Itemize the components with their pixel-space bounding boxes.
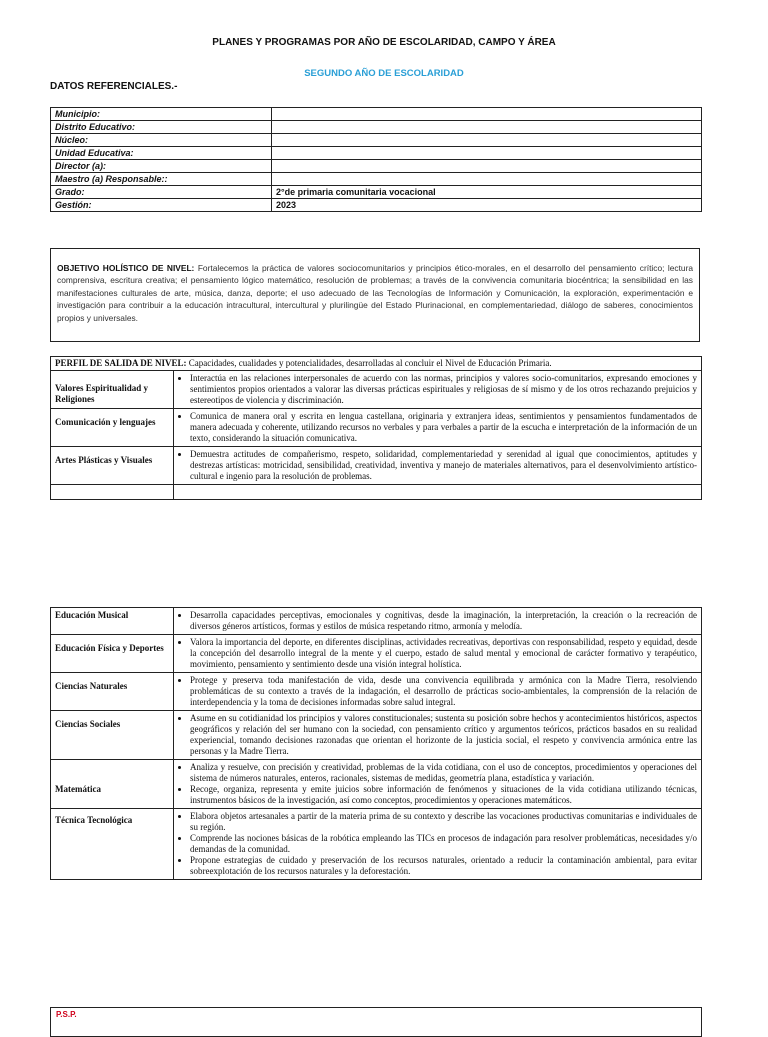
empty-cell <box>51 485 174 500</box>
area-description <box>174 760 702 809</box>
area-bullet-item: • Elabora objetos artesanales a partir de la materia prima de su contexto y describe las vocaciones productivas comunitarias e individuales de su región. <box>190 811 697 833</box>
area-name: Ciencias Sociales <box>51 711 174 760</box>
datos-value[interactable]: 2°de primaria comunitaria vocacional <box>272 186 702 199</box>
datos-label: Gestión: <box>51 199 272 212</box>
datos-row <box>51 134 702 147</box>
datos-label: Grado: <box>51 186 272 199</box>
section-heading-datos: DATOS REFERENCIALES.- <box>50 81 178 92</box>
area-name: Educación Musical <box>51 608 174 635</box>
datos-value[interactable] <box>272 147 702 160</box>
psp-label: P.S.P. <box>56 1010 77 1019</box>
datos-label: Municipio: <box>51 108 272 121</box>
area-row <box>51 409 702 447</box>
perfil-salida-table <box>50 356 702 500</box>
area-bullet-item: • Asume en su cotidianidad los principios y valores constitucionales; sustenta su posición sobre hechos y acontecimientos históricos, aspectos geográficos y relación del ser humano con la sociedad, con pensamiento crítico y argumentos teóricos, prácticos basados en su realidad experiencial, tomando decisiones razonadas que orientan el horizonte de la justicia social, el respeto y convivencia armónica entre las personas y la Madre Tierra. <box>190 713 697 757</box>
objetivo-label: OBJETIVO HOLÍSTICO DE NIVEL: <box>57 263 195 273</box>
area-description <box>174 371 702 409</box>
area-bullet-list <box>180 811 697 877</box>
area-description <box>174 608 702 635</box>
area-row <box>51 447 702 485</box>
empty-cell <box>174 485 702 500</box>
area-name: Comunicación y lenguajes <box>51 409 174 447</box>
datos-label: Unidad Educativa: <box>51 147 272 160</box>
area-description <box>174 809 702 880</box>
area-bullet-list <box>180 610 697 632</box>
datos-label: Maestro (a) Responsable:: <box>51 173 272 186</box>
document-subtitle: SEGUNDO AÑO DE ESCOLARIDAD <box>304 68 464 79</box>
area-row <box>51 673 702 711</box>
area-bullet-item: • Valora la importancia del deporte, en diferentes disciplinas, actividades recreativas, deportivas con responsabilidad, respeto y equidad, desde la concepción del desarrollo integral de la mente y el cuerpo, estado de salud mental y emocional de carácter formativo y terapéutico, movimiento, pensamiento y sentimiento desde una visión integral holística. <box>190 637 697 670</box>
area-bullet-item: • Demuestra actitudes de compañerismo, respeto, solidaridad, complementariedad y serenidad al igual que conocimientos, aptitudes y destrezas artísticas: motricidad, sensibilidad, creatividad, inventiva y manejo de materiales alternativos, para el desenvolvimiento artístico-cultural e ingenio para la resolución de problemas. <box>190 449 697 482</box>
area-row <box>51 608 702 635</box>
area-bullet-item: • Comunica de manera oral y escrita en lengua castellana, originaria y extranjera ideas, sentimientos y pensamientos fundamentados de manera adecuada y coherente, utilizando recursos no verbales y para verbales a partir de la escucha e interpretación de la información de un texto, considerando la situación comunicativa. <box>190 411 697 444</box>
datos-row <box>51 199 702 212</box>
perfil-text: Capacidades, cualidades y potencialidades, desarrolladas al concluir el Nivel de Educación Primaria. <box>188 358 552 368</box>
area-name: Ciencias Naturales <box>51 673 174 711</box>
area-name: Artes Plásticas y Visuales <box>51 447 174 485</box>
empty-row <box>51 485 702 500</box>
datos-label: Núcleo: <box>51 134 272 147</box>
area-bullet-list <box>180 373 697 406</box>
datos-row <box>51 147 702 160</box>
datos-row <box>51 186 702 199</box>
area-bullet-item: • Propone estrategias de cuidado y preservación de los recursos naturales, orientado a reducir la contaminación ambiental, para evitar sobreexplotación de los recursos naturales y la deforestación. <box>190 855 697 877</box>
datos-label: Distrito Educativo: <box>51 121 272 134</box>
perfil-header-row <box>51 357 702 371</box>
area-row <box>51 635 702 673</box>
psp-box <box>50 1007 702 1037</box>
area-bullet-item: • Interactúa en las relaciones interpersonales de acuerdo con las normas, principios y valores socio-comunitarios, expresando emociones y sentimientos propios orientados a valorar las diversas prácticas espirituales y religiosas de sí mismo y de los otros rechazando prejuicios y estereotipos de violencia y discriminación. <box>190 373 697 406</box>
area-description <box>174 409 702 447</box>
area-bullet-list <box>180 762 697 806</box>
area-bullet-list <box>180 713 697 757</box>
datos-value[interactable] <box>272 173 702 186</box>
area-name: Educación Física y Deportes <box>51 635 174 673</box>
objetivo-holistico-box <box>50 248 700 342</box>
datos-row <box>51 173 702 186</box>
area-description <box>174 447 702 485</box>
perfil-label: PERFIL DE SALIDA DE NIVEL: <box>55 358 187 368</box>
datos-value[interactable] <box>272 160 702 173</box>
area-name: Valores Espiritualidad y Religiones <box>51 371 174 409</box>
datos-value[interactable] <box>272 134 702 147</box>
perfil-areas-table-continued <box>50 607 702 880</box>
area-name: Matemática <box>51 760 174 809</box>
area-bullet-list <box>180 675 697 708</box>
area-row <box>51 371 702 409</box>
area-bullet-item: • Analiza y resuelve, con precisión y creatividad, problemas de la vida cotidiana, con el uso de conceptos, procedimientos y operaciones del sistema de números naturales, enteros, racionales, sistemas de medidas, geometría plana, estadística y variación. <box>190 762 697 784</box>
area-name: Técnica Tecnológica <box>51 809 174 880</box>
datos-row <box>51 160 702 173</box>
datos-label: Director (a): <box>51 160 272 173</box>
datos-referenciales-table <box>50 107 702 212</box>
area-row <box>51 760 702 809</box>
objetivo-text: Fortalecemos la práctica de valores sociocomunitarios y principios ético-morales, en el desarrollo del pensamiento crítico; lectura comprensiva, escritura creativa; el pensamiento lógico matemático, resolución de problemas; a través de la convivencia comunitaria biocéntrica; la sensibilidad en las manifestaciones culturales de arte, música, danza, deporte; el uso adecuado de las Tecnologías de Información y Comunicación, la exploración, experimentación e investigación para contribuir a la educación intracultural, intercultural y plurilingüe del Estado Plurinacional, en complementariedad, diálogo de saberes, conocimientos propios y universales. <box>57 263 694 323</box>
area-description <box>174 635 702 673</box>
datos-row <box>51 121 702 134</box>
area-bullet-list <box>180 411 697 444</box>
perfil-header-cell <box>51 357 702 371</box>
area-bullet-item: • Protege y preserva toda manifestación de vida, desde una convivencia equilibrada y armónica con la Madre Tierra, resolviendo problemáticas de su contexto a través de la indagación, el desarrollo de prácticas socio-ambientales, la comprensión de la relación de interdependencia y la toma de decisiones informadas sobre salud integral. <box>190 675 697 708</box>
area-bullet-item: • Recoge, organiza, representa y emite juicios sobre información de fenómenos y situaciones de la vida cotidiana utilizando técnicas, instrumentos básicos de la investigación, así como conceptos, procedimientos y operaciones matemáticos. <box>190 784 697 806</box>
area-bullet-list <box>180 449 697 482</box>
area-bullet-item: • Comprende las nociones básicas de la robótica empleando las TICs en procesos de indagación para resolver problemáticas, necesidades y/o demandas de la comunidad. <box>190 833 697 855</box>
datos-row <box>51 108 702 121</box>
area-description <box>174 711 702 760</box>
area-bullet-list <box>180 637 697 670</box>
area-description <box>174 673 702 711</box>
datos-value[interactable] <box>272 108 702 121</box>
area-row <box>51 809 702 880</box>
document-title: PLANES Y PROGRAMAS POR AÑO DE ESCOLARIDAD, CAMPO Y ÁREA <box>212 37 556 48</box>
datos-value[interactable]: 2023 <box>272 199 702 212</box>
area-row <box>51 711 702 760</box>
datos-value[interactable] <box>272 121 702 134</box>
area-bullet-item: • Desarrolla capacidades perceptivas, emocionales y cognitivas, desde la imaginación, la interpretación, la creación o la recreación de diversos géneros artísticos, formas y estilos de música respetando ritmo, armonía y melodía. <box>190 610 697 632</box>
